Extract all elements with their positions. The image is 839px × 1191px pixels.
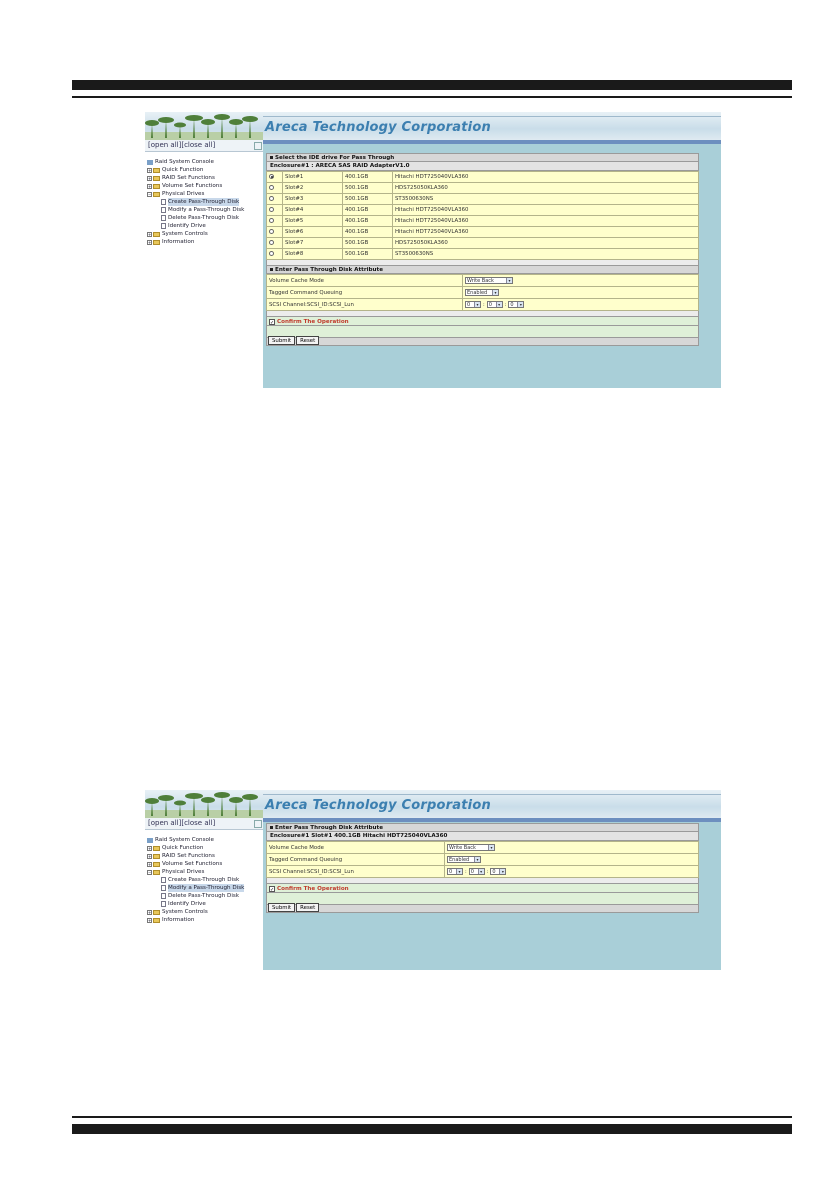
slot-model: HDS725050KLA360 bbox=[393, 238, 699, 249]
tree-quick-function[interactable] bbox=[147, 166, 263, 174]
document-icon bbox=[161, 901, 166, 907]
button-row bbox=[266, 326, 699, 344]
tree-physical-drives[interactable] bbox=[147, 190, 263, 198]
chevron-down-icon: ▾ bbox=[506, 278, 512, 283]
scsi-id-select[interactable] bbox=[487, 301, 503, 308]
tree-label: Information bbox=[162, 917, 195, 923]
tree-volume-set[interactable] bbox=[147, 860, 263, 868]
slot-name: Slot#6 bbox=[283, 227, 343, 238]
content-stripe bbox=[263, 140, 721, 144]
slot-radio[interactable] bbox=[269, 240, 274, 245]
chevron-down-icon: ▾ bbox=[492, 290, 498, 295]
slot-size: 400.1GB bbox=[343, 172, 393, 183]
select-value: 0 bbox=[510, 301, 514, 308]
confirm-label: Confirm The Operation bbox=[277, 886, 349, 892]
tree-volume-set[interactable] bbox=[147, 182, 263, 190]
slot-radio-cell bbox=[267, 183, 283, 194]
expand-icon[interactable]: + bbox=[148, 861, 152, 867]
tree-system-controls[interactable] bbox=[147, 230, 263, 238]
tree-console[interactable] bbox=[147, 158, 263, 166]
tree-create-pass-through[interactable] bbox=[147, 876, 263, 884]
select-value: 0 bbox=[467, 301, 471, 308]
chevron-down-icon: ▾ bbox=[517, 302, 523, 307]
folder-icon bbox=[153, 862, 160, 867]
content-stripe bbox=[263, 818, 721, 822]
tree-label: Physical Drives bbox=[162, 869, 205, 875]
tree-label: Create Pass-Through Disk bbox=[168, 877, 240, 883]
computer-icon bbox=[147, 838, 153, 843]
chevron-down-icon: ▾ bbox=[474, 857, 480, 862]
slot-row[interactable] bbox=[267, 172, 699, 183]
tree-information[interactable] bbox=[147, 238, 263, 246]
page-footer-bar bbox=[72, 1124, 792, 1134]
open-close-all-label[interactable]: [open all][close all] bbox=[148, 141, 216, 149]
palm-trees-logo bbox=[145, 790, 263, 818]
slot-radio[interactable] bbox=[269, 251, 274, 256]
confirm-checkbox[interactable]: ✓ bbox=[270, 319, 275, 326]
scsi-channel-select[interactable] bbox=[465, 301, 481, 308]
document-icon bbox=[161, 877, 166, 883]
slot-radio[interactable] bbox=[269, 207, 274, 212]
folder-icon bbox=[153, 910, 160, 915]
open-close-all-label[interactable]: [open all][close all] bbox=[148, 819, 216, 827]
slot-radio-cell bbox=[267, 249, 283, 260]
tree-label: RAID Set Functions bbox=[162, 853, 215, 859]
header-label: Enter Pass Through Disk Attribute bbox=[275, 825, 383, 831]
slot-radio[interactable] bbox=[269, 185, 274, 190]
slot-size: 500.1GB bbox=[343, 249, 393, 260]
corner-icon bbox=[254, 142, 262, 150]
folder-icon bbox=[153, 184, 160, 189]
enclosure-header bbox=[266, 162, 699, 171]
chevron-down-icon: ▾ bbox=[474, 302, 480, 307]
expand-icon[interactable]: + bbox=[148, 183, 152, 189]
slot-size: 500.1GB bbox=[343, 238, 393, 249]
cache-mode-row bbox=[267, 275, 699, 287]
tree-label: Quick Function bbox=[162, 167, 204, 173]
separator: : bbox=[504, 301, 507, 308]
corner-icon bbox=[254, 820, 262, 828]
slot-radio-cell bbox=[267, 216, 283, 227]
page-header-rule bbox=[72, 96, 792, 98]
expand-icon[interactable]: + bbox=[148, 167, 152, 173]
tree-physical-drives[interactable] bbox=[147, 868, 263, 876]
banner-title: Areca Technology Corporation bbox=[265, 120, 491, 135]
attribute-table bbox=[266, 841, 699, 878]
folder-icon bbox=[153, 846, 160, 851]
separator: : bbox=[486, 868, 489, 875]
tree-delete-pass-through[interactable] bbox=[147, 892, 263, 900]
slot-radio-cell bbox=[267, 227, 283, 238]
tree-system-controls[interactable] bbox=[147, 908, 263, 916]
slot-size: 500.1GB bbox=[343, 183, 393, 194]
tree-label: Identify Drive bbox=[168, 223, 206, 229]
reset-button[interactable]: Reset bbox=[296, 903, 319, 912]
tree-identify-drive[interactable] bbox=[147, 222, 263, 230]
select-value: 0 bbox=[470, 868, 474, 875]
slot-radio[interactable] bbox=[269, 174, 274, 179]
select-value: Enabled bbox=[467, 289, 488, 296]
folder-icon bbox=[153, 232, 160, 237]
expand-icon[interactable]: + bbox=[148, 917, 152, 923]
slot-size: 400.1GB bbox=[343, 216, 393, 227]
slot-row[interactable] bbox=[267, 227, 699, 238]
select-value: 0 bbox=[449, 868, 453, 875]
tree-label: Quick Function bbox=[162, 845, 204, 851]
slot-row[interactable] bbox=[267, 249, 699, 260]
cache-mode-select[interactable] bbox=[465, 277, 513, 284]
tcq-row bbox=[267, 287, 699, 299]
slot-name: Slot#1 bbox=[283, 172, 343, 183]
cache-mode-label: Volume Cache Mode bbox=[267, 275, 463, 287]
confirm-checkbox[interactable]: ✓ bbox=[270, 886, 275, 893]
document-icon bbox=[161, 199, 166, 205]
separator: : bbox=[483, 301, 485, 308]
slot-row[interactable] bbox=[267, 194, 699, 205]
screenshot-create-pass-through bbox=[145, 112, 721, 388]
folder-icon bbox=[153, 168, 160, 173]
expand-icon[interactable]: + bbox=[148, 231, 152, 237]
reset-button[interactable]: Reset bbox=[296, 336, 319, 345]
tree-label: Raid System Console bbox=[155, 159, 214, 165]
computer-icon bbox=[147, 160, 153, 165]
tcq-cell bbox=[463, 287, 699, 299]
chevron-down-icon: ▾ bbox=[499, 869, 505, 874]
attribute-header bbox=[266, 265, 699, 274]
folder-open-icon bbox=[153, 870, 160, 875]
open-close-all[interactable] bbox=[145, 140, 263, 152]
slot-row[interactable] bbox=[267, 205, 699, 216]
banner bbox=[145, 790, 721, 818]
tree-label: Identify Drive bbox=[168, 901, 206, 907]
tree-label: RAID Set Functions bbox=[162, 175, 215, 181]
tree-modify-pass-through[interactable] bbox=[147, 206, 263, 214]
slot-name: Slot#8 bbox=[283, 249, 343, 260]
banner-title: Areca Technology Corporation bbox=[265, 798, 491, 813]
nav-tree bbox=[145, 152, 263, 246]
tree-label: Create Pass-Through Disk bbox=[168, 199, 240, 205]
folder-icon bbox=[153, 854, 160, 859]
tree-label: Modify a Pass-Through Disk bbox=[168, 207, 245, 213]
slot-model: ST3500630NS bbox=[393, 249, 699, 260]
cache-mode-cell bbox=[463, 275, 699, 287]
tree-identify-drive[interactable] bbox=[147, 900, 263, 908]
submit-button[interactable]: Submit bbox=[268, 903, 295, 912]
cache-mode-select[interactable] bbox=[447, 844, 495, 851]
collapse-icon[interactable]: − bbox=[148, 869, 152, 875]
tree-modify-pass-through[interactable] bbox=[147, 884, 263, 892]
tree-label: Information bbox=[162, 239, 195, 245]
select-value: Enabled bbox=[449, 856, 470, 863]
header-label: Select the IDE drive For Pass Through bbox=[275, 155, 395, 161]
confirm-row bbox=[266, 316, 699, 326]
tcq-label: Tagged Command Queuing bbox=[267, 854, 445, 866]
document-icon bbox=[161, 885, 166, 891]
banner-rule bbox=[263, 116, 721, 117]
confirm-row bbox=[266, 883, 699, 893]
slot-radio-cell bbox=[267, 205, 283, 216]
confirm-label: Confirm The Operation bbox=[277, 319, 349, 325]
slot-row[interactable] bbox=[267, 183, 699, 194]
slot-table bbox=[266, 171, 699, 260]
slot-radio[interactable] bbox=[269, 229, 274, 234]
document-icon bbox=[161, 223, 166, 229]
form-footer bbox=[266, 338, 699, 346]
bullet-icon bbox=[270, 826, 273, 829]
nav-tree bbox=[145, 830, 263, 924]
tree-label: Raid System Console bbox=[155, 837, 214, 843]
pass-through-form bbox=[266, 153, 699, 346]
folder-icon bbox=[153, 240, 160, 245]
scsi-lun-select[interactable] bbox=[490, 868, 506, 875]
separator: : bbox=[465, 868, 467, 875]
scsi-lun-select[interactable] bbox=[508, 301, 524, 308]
select-drive-header bbox=[266, 153, 699, 162]
header-label: Enter Pass Through Disk Attribute bbox=[275, 267, 383, 273]
scsi-id-select[interactable] bbox=[469, 868, 485, 875]
folder-open-icon bbox=[153, 192, 160, 197]
tree-label: System Controls bbox=[162, 231, 208, 237]
chevron-down-icon: ▾ bbox=[456, 869, 462, 874]
slot-size: 500.1GB bbox=[343, 194, 393, 205]
header-label: Enclosure#1 : ARECA SAS RAID AdapterV1.0 bbox=[270, 163, 410, 169]
cache-mode-cell bbox=[445, 842, 699, 854]
select-value: Write Back bbox=[449, 844, 476, 851]
page-header-bar bbox=[72, 80, 792, 90]
bullet-icon bbox=[270, 156, 273, 159]
document-icon bbox=[161, 893, 166, 899]
slot-radio[interactable] bbox=[269, 196, 274, 201]
slot-row[interactable] bbox=[267, 238, 699, 249]
select-value: 0 bbox=[492, 868, 496, 875]
bullet-icon bbox=[270, 268, 273, 271]
palm-trees-logo bbox=[145, 112, 263, 140]
expand-icon[interactable]: + bbox=[148, 853, 152, 859]
chevron-down-icon: ▾ bbox=[478, 869, 484, 874]
slot-radio-cell bbox=[267, 172, 283, 183]
select-value: Write Back bbox=[467, 277, 494, 284]
slot-name: Slot#7 bbox=[283, 238, 343, 249]
tcq-label: Tagged Command Queuing bbox=[267, 287, 463, 299]
slot-name: Slot#2 bbox=[283, 183, 343, 194]
modify-form bbox=[266, 823, 699, 913]
expand-icon[interactable]: + bbox=[148, 175, 152, 181]
chevron-down-icon: ▾ bbox=[488, 845, 494, 850]
submit-button[interactable]: Submit bbox=[268, 336, 295, 345]
tcq-select[interactable] bbox=[447, 856, 481, 863]
main-content bbox=[263, 140, 721, 388]
slot-radio-cell bbox=[267, 238, 283, 249]
slot-name: Slot#4 bbox=[283, 205, 343, 216]
slot-model: Hitachi HDT725040VLA360 bbox=[393, 216, 699, 227]
slot-name: Slot#5 bbox=[283, 216, 343, 227]
scsi-cell bbox=[463, 299, 699, 311]
button-row bbox=[266, 893, 699, 911]
slot-model: HDS725050KLA360 bbox=[393, 183, 699, 194]
slot-radio-cell bbox=[267, 194, 283, 205]
tree-raid-set[interactable] bbox=[147, 852, 263, 860]
expand-icon[interactable]: + bbox=[148, 845, 152, 851]
tree-label: Modify a Pass-Through Disk bbox=[168, 885, 245, 891]
document-icon bbox=[161, 215, 166, 221]
slot-name: Slot#3 bbox=[283, 194, 343, 205]
select-value: 0 bbox=[488, 301, 492, 308]
tree-label: Volume Set Functions bbox=[162, 183, 223, 189]
scsi-cell bbox=[445, 866, 699, 878]
tcq-row bbox=[267, 854, 699, 866]
tcq-cell bbox=[445, 854, 699, 866]
enclosure-line bbox=[266, 832, 699, 841]
tree-label: Volume Set Functions bbox=[162, 861, 223, 867]
sidebar bbox=[145, 140, 264, 388]
slot-row[interactable] bbox=[267, 216, 699, 227]
slot-model: Hitachi HDT725040VLA360 bbox=[393, 172, 699, 183]
slot-model: Hitachi HDT725040VLA360 bbox=[393, 205, 699, 216]
cache-mode-label: Volume Cache Mode bbox=[267, 842, 445, 854]
slot-radio[interactable] bbox=[269, 218, 274, 223]
collapse-icon[interactable]: − bbox=[148, 191, 152, 197]
tree-raid-set[interactable] bbox=[147, 174, 263, 182]
folder-icon bbox=[153, 918, 160, 923]
document-icon bbox=[161, 207, 166, 213]
tree-information[interactable] bbox=[147, 916, 263, 924]
attribute-table bbox=[266, 274, 699, 311]
tree-label: System Controls bbox=[162, 909, 208, 915]
main-content bbox=[263, 818, 721, 970]
banner-rule bbox=[263, 794, 721, 795]
tree-label: Physical Drives bbox=[162, 191, 205, 197]
expand-icon[interactable]: + bbox=[148, 909, 152, 915]
form-footer bbox=[266, 905, 699, 913]
slot-model: ST3500630NS bbox=[393, 194, 699, 205]
tree-label: Delete Pass-Through Disk bbox=[168, 215, 240, 221]
screenshot-modify-pass-through bbox=[145, 790, 721, 970]
expand-icon[interactable]: + bbox=[148, 239, 152, 245]
tree-label: Delete Pass-Through Disk bbox=[168, 893, 240, 899]
tree-create-pass-through[interactable] bbox=[147, 198, 263, 206]
banner bbox=[145, 112, 721, 140]
cache-mode-row bbox=[267, 842, 699, 854]
attribute-header bbox=[266, 823, 699, 832]
sidebar bbox=[145, 818, 264, 970]
folder-icon bbox=[153, 176, 160, 181]
chevron-down-icon: ▾ bbox=[496, 302, 502, 307]
scsi-label: SCSI Channel:SCSI_ID:SCSI_Lun bbox=[267, 866, 445, 878]
tree-delete-pass-through[interactable] bbox=[147, 214, 263, 222]
tree-console[interactable] bbox=[147, 836, 263, 844]
slot-size: 400.1GB bbox=[343, 205, 393, 216]
open-close-all[interactable] bbox=[145, 818, 263, 830]
tcq-select[interactable] bbox=[465, 289, 499, 296]
tree-quick-function[interactable] bbox=[147, 844, 263, 852]
slot-model: Hitachi HDT725040VLA360 bbox=[393, 227, 699, 238]
header-label: Enclosure#1 Slot#1 400.1GB Hitachi HDT725040VLA360 bbox=[270, 833, 448, 839]
scsi-channel-select[interactable] bbox=[447, 868, 463, 875]
scsi-row bbox=[267, 299, 699, 311]
scsi-row bbox=[267, 866, 699, 878]
page-footer-rule bbox=[72, 1116, 792, 1118]
scsi-label: SCSI Channel:SCSI_ID:SCSI_Lun bbox=[267, 299, 463, 311]
slot-size: 400.1GB bbox=[343, 227, 393, 238]
